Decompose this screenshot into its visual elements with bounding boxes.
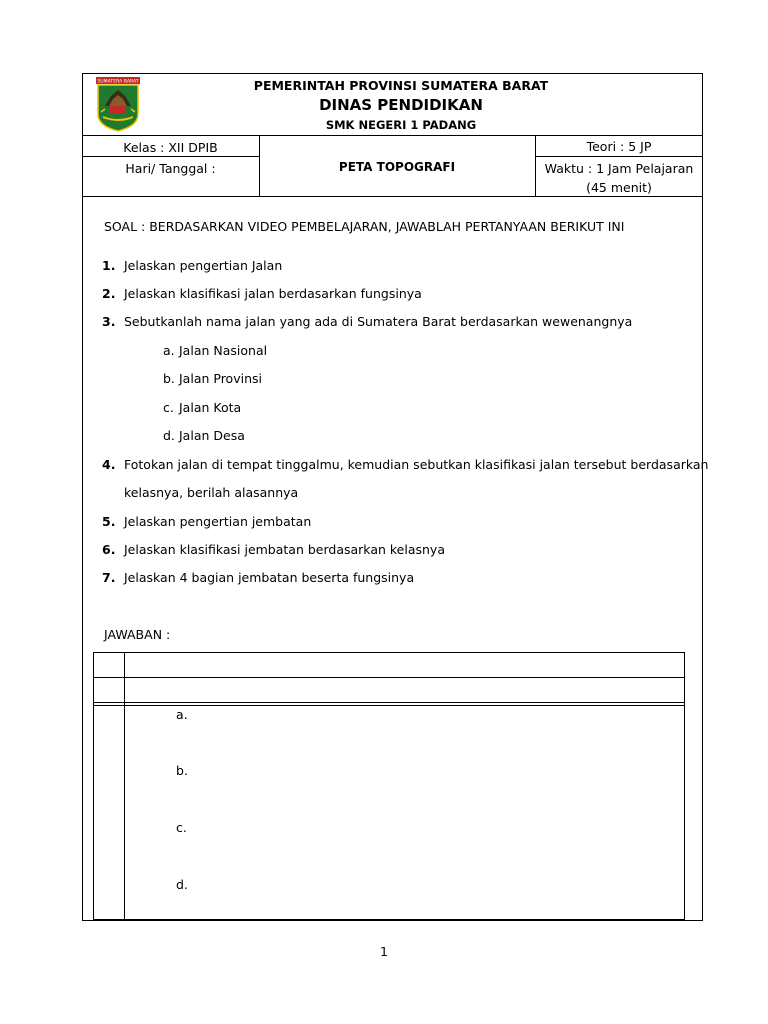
teori-label: Teori : 5 JP [586,139,652,154]
info-left-divider [82,156,259,157]
jawaban-label: JAWABAN : [104,627,171,642]
question-text: Fotokan jalan di tempat tinggalmu, kemudian sebutkan klasifikasi jalan tersebut berdasarkan [124,457,709,472]
question-number: 7. [102,570,116,585]
question-number: 1. [102,258,116,273]
header-school: SMK NEGERI 1 PADANG [325,118,477,132]
question-number: 5. [102,514,116,529]
soal-heading: SOAL : BERDASARKAN VIDEO PEMBELAJARAN, JAWABLAH PERTANYAAN BERIKUT INI [104,219,625,234]
sumatera-barat-logo [95,76,141,132]
question-text: Jelaskan klasifikasi jalan berdasarkan fungsinya [124,286,422,301]
question-text-continued: kelasnya, berilah alasannya [124,485,299,500]
sub-item-letter: d. [163,428,175,443]
question-text: Jelaskan pengertian Jalan [124,258,283,273]
sub-item-letter: b. [163,371,175,386]
logo-banner-text: SUMATERA BARAT [97,79,139,85]
info-right-divider [535,156,703,157]
question-number: 4. [102,457,116,472]
question-text: Jelaskan 4 bagian jembatan beserta fungsinya [124,570,415,585]
page-number: 1 [380,944,388,959]
answer-row-divider [93,702,685,703]
header-agency: DINAS PENDIDIKAN [319,96,483,114]
question-number: 2. [102,286,116,301]
sub-item-text: Jalan Desa [179,428,245,443]
subject-title: PETA TOPOGRAFI [338,160,456,174]
answer-row-divider [93,705,685,706]
answer-letter: c. [176,820,187,835]
question-number: 3. [102,314,116,329]
question-text: Jelaskan pengertian jembatan [124,514,312,529]
answer-table-number-column [124,652,125,920]
answer-letter: a. [176,707,188,722]
sub-item-letter: a. [163,343,175,358]
header-province: PEMERINTAH PROVINSI SUMATERA BARAT [253,78,549,93]
kelas-label: Kelas : XII DPIB [123,140,218,155]
hari-tanggal-label: Hari/ Tanggal : [125,161,216,176]
sub-item-text: Jalan Kota [179,400,242,415]
answer-letter: d. [176,877,188,892]
sub-item-letter: c. [163,400,174,415]
question-text: Sebutkanlah nama jalan yang ada di Sumatera Barat berdasarkan wewenangnya [124,314,633,329]
sub-item-text: Jalan Nasional [179,343,268,358]
sub-item-text: Jalan Provinsi [179,371,262,386]
question-number: 6. [102,542,116,557]
answer-row-divider [93,677,685,678]
answer-letter: b. [176,763,188,778]
waktu-label: Waktu : 1 Jam Pelajaran [544,161,694,176]
waktu-duration: (45 menit) [586,180,652,195]
info-divider [82,196,703,197]
header-divider [82,135,703,136]
question-text: Jelaskan klasifikasi jembatan berdasarkan kelasnya [124,542,445,557]
